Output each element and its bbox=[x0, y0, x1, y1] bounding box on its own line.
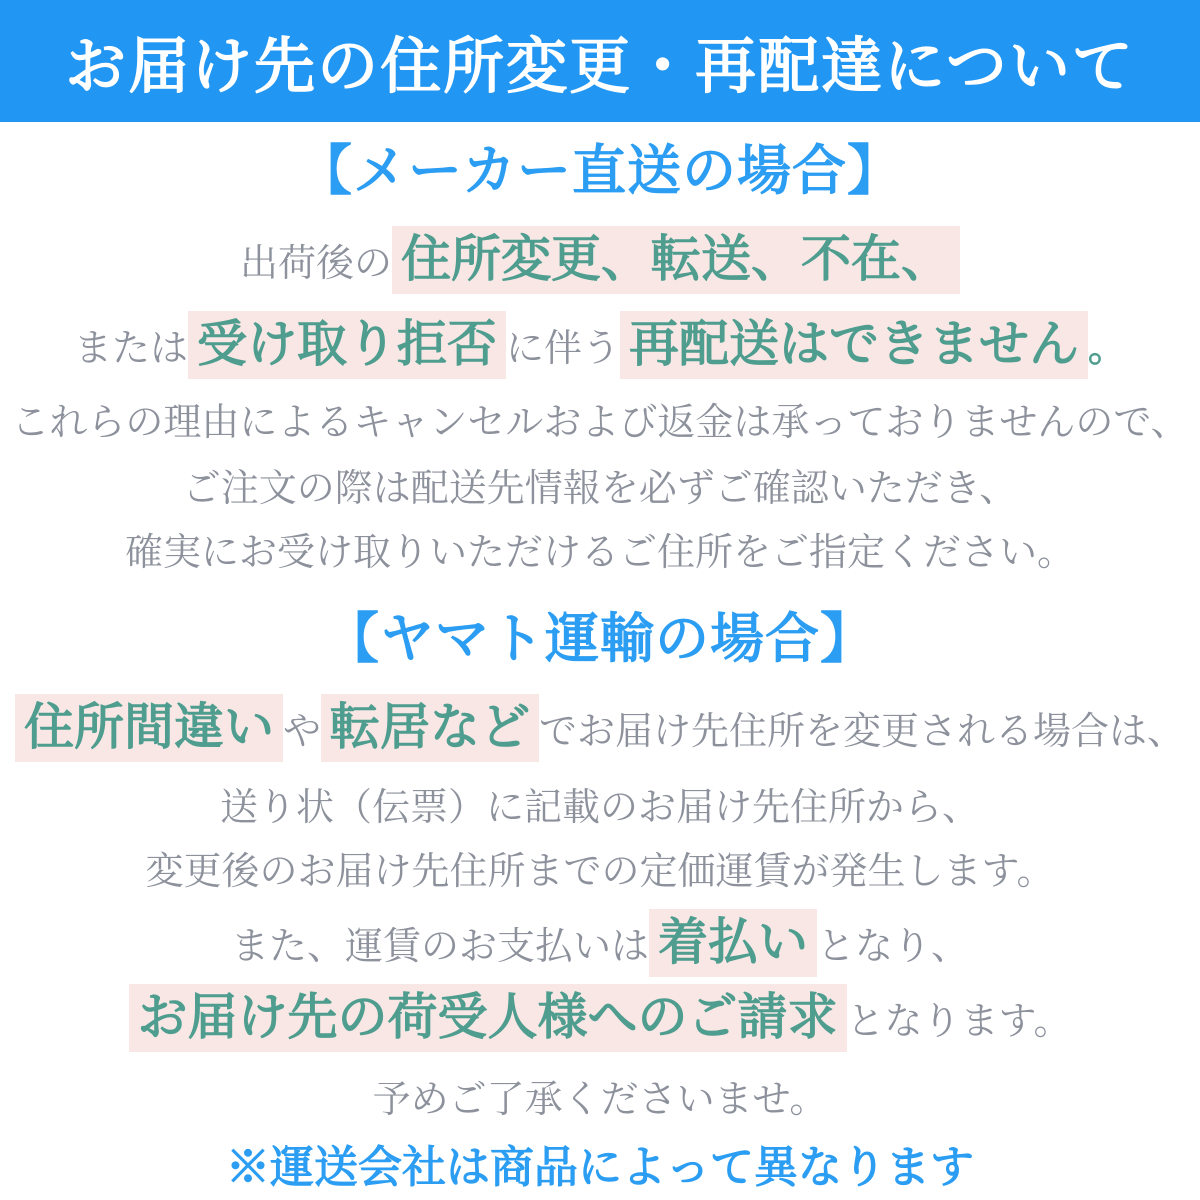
page-title: お届け先の住所変更・再配達について bbox=[65, 31, 1135, 100]
body-line bbox=[0, 694, 1200, 763]
body-line bbox=[0, 311, 1200, 380]
section-lines-maker-direct bbox=[0, 226, 1200, 584]
text-segment: これらの理由によるキャンセルおよび返金は承っておりませんので、 bbox=[11, 402, 1189, 444]
body-line bbox=[0, 458, 1200, 520]
text-segment: 出荷後の bbox=[239, 243, 392, 285]
body-line bbox=[0, 984, 1200, 1053]
body-line bbox=[0, 226, 1200, 295]
footer-note: ※運送会社は商品によって異なります bbox=[226, 1143, 974, 1192]
highlighted-text: 住所変更、転送、不在、 bbox=[392, 226, 960, 294]
section-maker-direct bbox=[0, 122, 1200, 584]
text-segment: 送り状（伝票）に記載のお届け先住所から、 bbox=[219, 787, 980, 829]
text-segment: となります。 bbox=[846, 1001, 1072, 1043]
highlighted-text: 着払い bbox=[649, 909, 817, 977]
section-yamato bbox=[0, 584, 1200, 1131]
section-heading-maker-direct: 【メーカー直送の場合】 bbox=[298, 141, 902, 201]
text-segment: に伴う bbox=[505, 328, 620, 370]
body-line bbox=[0, 392, 1200, 454]
text-segment: でお届け先住所を変更される場合は、 bbox=[539, 711, 1186, 753]
text-segment: 確実にお受け取りいただけるご住所をご指定ください。 bbox=[124, 532, 1075, 574]
highlighted-text: お届け先の荷受人様へのご請求 bbox=[129, 984, 847, 1052]
body-line bbox=[0, 777, 1200, 839]
body-line bbox=[0, 909, 1200, 978]
highlighted-text: 再配送はできません bbox=[620, 311, 1088, 379]
text-segment: また、運賃のお支払いは bbox=[230, 926, 649, 968]
highlighted-text: 転居など bbox=[321, 694, 539, 762]
text-segment: 。 bbox=[1088, 328, 1127, 370]
highlighted-text: 住所間違い bbox=[15, 694, 283, 762]
header-banner bbox=[0, 0, 1200, 122]
body-line bbox=[0, 522, 1200, 584]
text-segment: または bbox=[73, 328, 188, 370]
text-segment: ご注文の際は配送先情報を必ずご確認いただき、 bbox=[182, 468, 1018, 510]
section-heading-yamato: 【ヤマト運輸の場合】 bbox=[325, 609, 875, 669]
text-segment: 変更後のお届け先住所までの定価運賃が発生します。 bbox=[145, 851, 1055, 893]
body-line bbox=[0, 1069, 1200, 1131]
text-segment: 予めご了承くださいませ。 bbox=[372, 1079, 828, 1121]
text-segment: となり、 bbox=[817, 926, 970, 968]
body-line bbox=[0, 841, 1200, 903]
highlighted-text: 受け取り拒否 bbox=[188, 311, 506, 379]
text-segment: や bbox=[282, 711, 321, 753]
section-lines-yamato bbox=[0, 694, 1200, 1131]
